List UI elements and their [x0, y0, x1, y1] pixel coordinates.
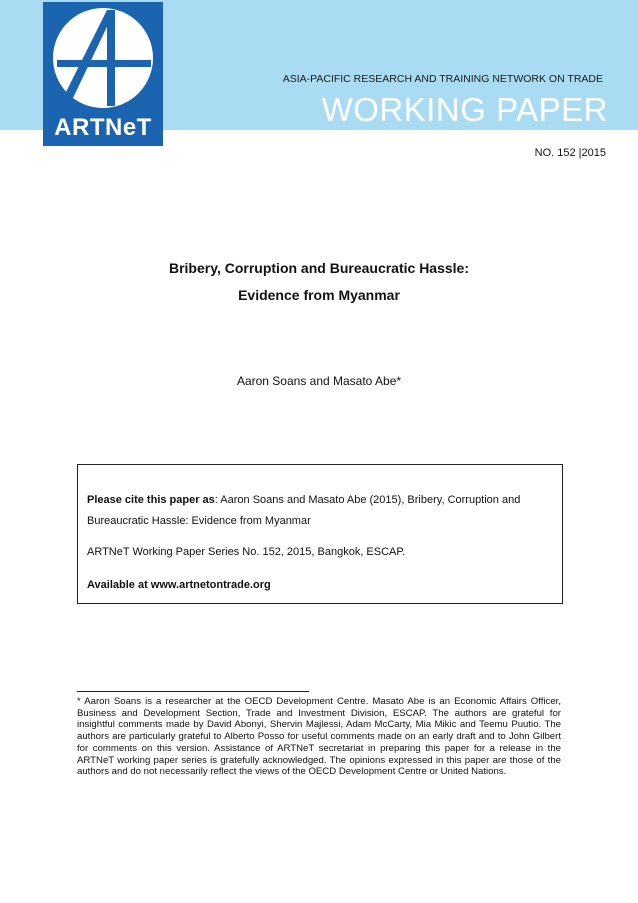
- author-footnote: * Aaron Soans is a researcher at the OECD Development Centre. Masato Abe is an Economic Affairs Officer, Business and Development Section, Trade and Investment Division, ESCAP. The authors are grateful for insightful comments made by David Abonyi, Shervin Majlessi, Adam McCarty, Mia Mikic and Teemu Puutio. The authors are particularly grateful to Alberto Posso for useful comments made on an early draft and to John Gilbert for comments on this version. Assistance of ARTNeT secretariat in preparing this paper for a release in the ARTNeT working paper series is gratefully acknowledged. The opinions expressed in this paper are those of the authors and do not necessarily reflect the views of the OECD Development Centre or United Nations.: [77, 696, 561, 778]
- footnote-divider: [77, 691, 309, 692]
- citation-body: : Aaron Soans and Masato Abe (2015), Bribery, Corruption and Bureaucratic Hassle: Evidence from Myanmar: [87, 494, 521, 527]
- paper-number: NO. 152 |2015: [534, 147, 606, 159]
- logo-text: ARTNeT: [54, 114, 152, 141]
- citation-box: [77, 464, 563, 604]
- citation-label: Please cite this paper as: [87, 494, 215, 506]
- network-name: ASIA-PACIFIC RESEARCH AND TRAINING NETWORK ON TRADE: [282, 73, 603, 85]
- citation-availability: Available at www.artnetontrade.org: [87, 579, 271, 591]
- series-title: WORKING PAPER: [321, 93, 608, 128]
- citation-text: [87, 490, 555, 532]
- artnet-logo: [43, 2, 163, 146]
- paper-title-line2: Evidence from Myanmar: [238, 287, 400, 303]
- paper-authors: Aaron Soans and Masato Abe*: [236, 374, 402, 388]
- artnet-emblem-icon: [43, 2, 163, 114]
- citation-series: ARTNeT Working Paper Series No. 152, 2015, Bangkok, ESCAP.: [87, 546, 406, 558]
- paper-title-line1: Bribery, Corruption and Bureaucratic Hassle:: [168, 260, 470, 276]
